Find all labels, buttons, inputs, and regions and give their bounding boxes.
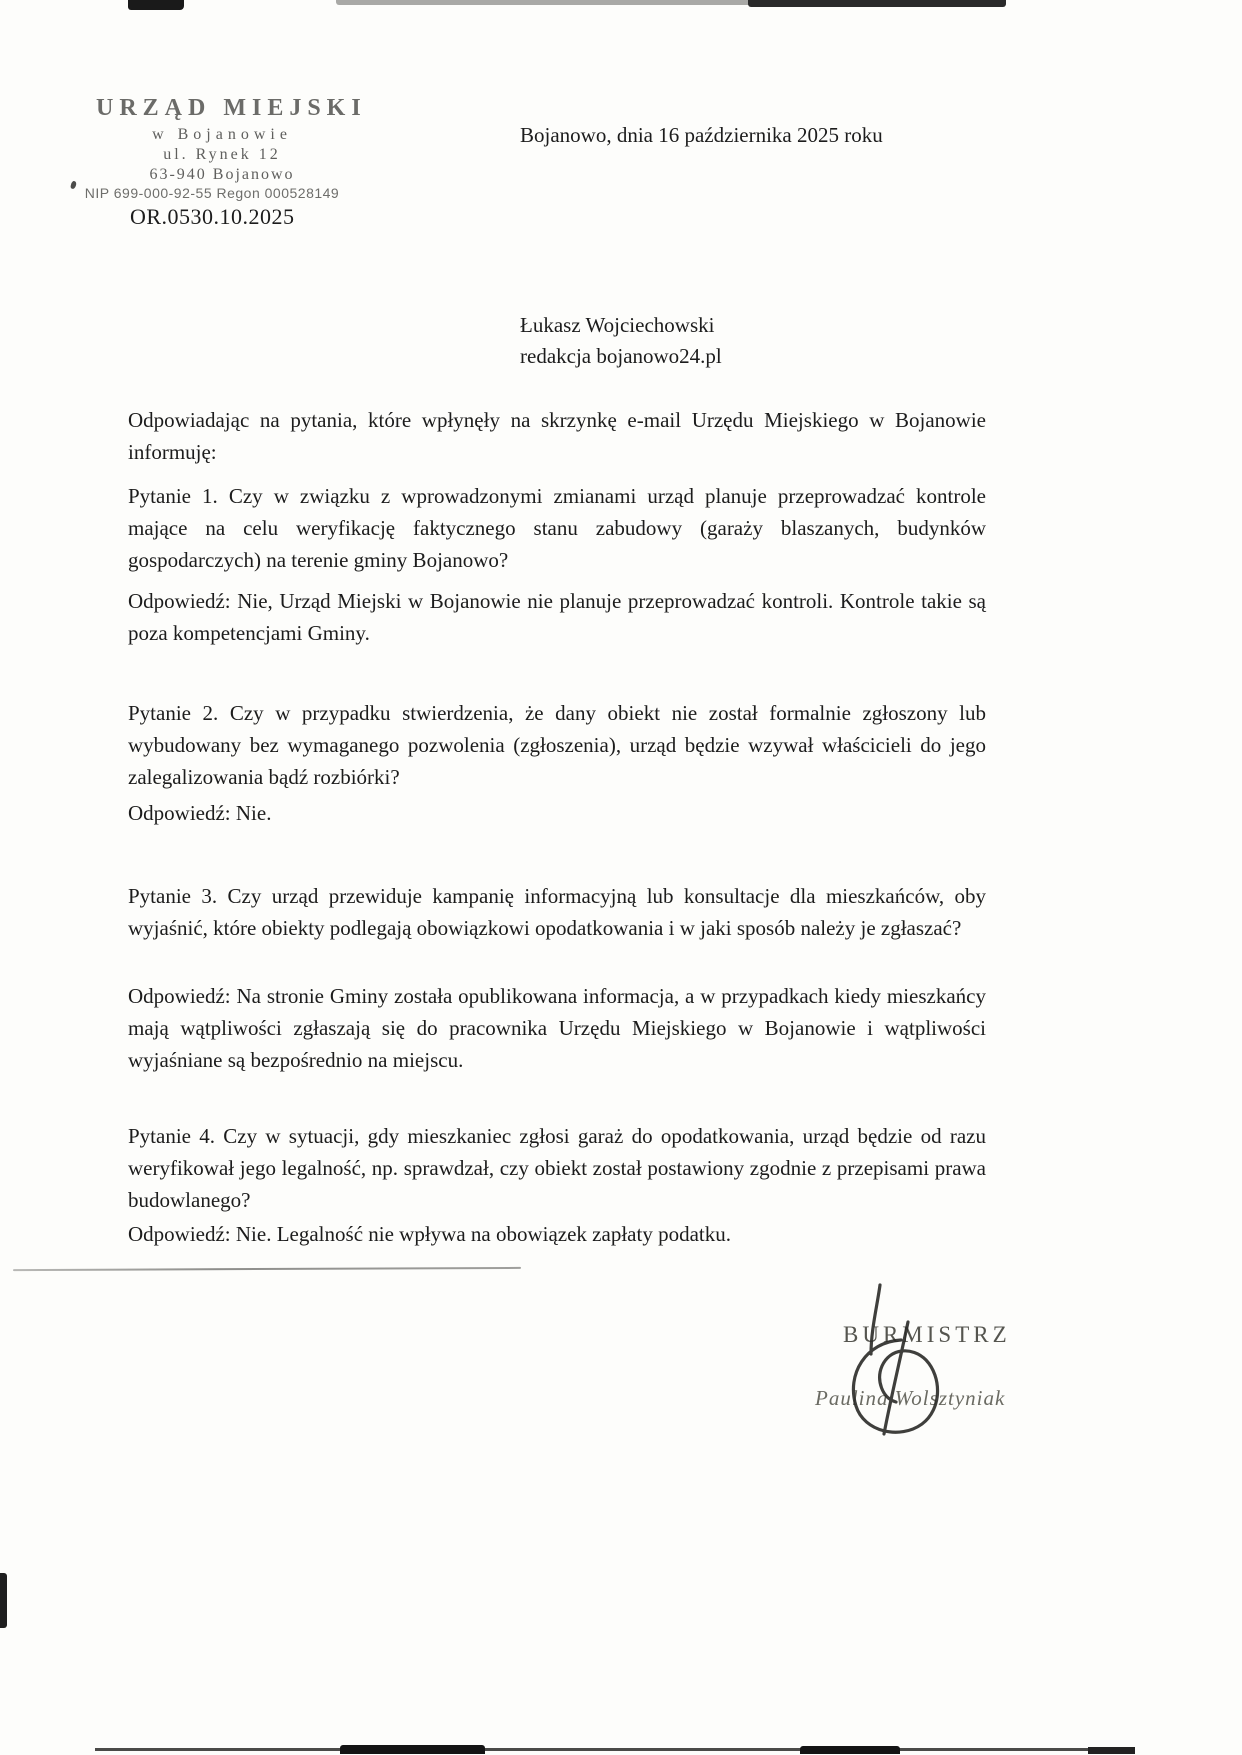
- scan-artifact-bottom-blob-3: [1088, 1747, 1135, 1754]
- date-line: Bojanowo, dnia 16 października 2025 roku: [520, 123, 883, 147]
- stamp-nip-regon: NIP 699-000-92-55 Regon 000528149: [84, 185, 340, 201]
- scan-artifact-top-right: [748, 0, 1006, 7]
- scan-artifact-bottom-blob-1: [340, 1745, 485, 1754]
- addressee-block: [520, 310, 722, 372]
- stamp-street: ul. Rynek 12: [163, 146, 281, 163]
- scan-artifact-bottom-line: [95, 1748, 1135, 1751]
- scan-artifact-top-left: [128, 0, 184, 10]
- signer-name: Paulina Wolsztyniak: [815, 1386, 1006, 1410]
- question-1-paragraph: Pytanie 1. Czy w związku z wprowadzonymi zmianami urząd planuje przeprowadzać kontrole mające na celu weryfikację faktycznego stanu zabudowy (garaży blaszanych, budynków gospodarczych) na terenie gminy Bojanowo?: [128, 484, 986, 572]
- paper-fold-line: [13, 1267, 521, 1271]
- scan-artifact-bottom-blob-2: [800, 1746, 900, 1754]
- scan-artifact-top-middle: [336, 0, 756, 5]
- reference-number: OR.0530.10.2025: [130, 204, 295, 229]
- handwritten-signature: [838, 1282, 953, 1447]
- addressee-organization: redakcja bojanowo24.pl: [520, 344, 722, 368]
- question-2-paragraph: Pytanie 2. Czy w przypadku stwierdzenia, że dany obiekt nie został formalnie zgłoszony lub wybudowany bez wymaganego pozwolenia (zgłoszenia), urząd będzie wzywał właścicieli do jego zalegalizowania bądź rozbiórki?: [128, 701, 986, 789]
- question-4-paragraph: Pytanie 4. Czy w sytuacji, gdy mieszkaniec zgłosi garaż do opodatkowania, urząd będzie od razu weryfikował jego legalność, np. sprawdzał, czy obiekt został postawiony zgodnie z przepisami prawa budowlanego?: [128, 1124, 986, 1212]
- scan-artifact-left-edge: [0, 1573, 7, 1628]
- question-3-paragraph: Pytanie 3. Czy urząd przewiduje kampanię informacyjną lub konsultacje dla mieszkańców, oby wyjaśnić, które obiekty podlegają obowiązkowi opodatkowania i w jaki sposób należy je zgłaszać?: [128, 884, 986, 940]
- answer-4-paragraph: Odpowiedź: Nie. Legalność nie wpływa na obowiązek zapłaty podatku.: [128, 1222, 731, 1246]
- answer-1-paragraph: Odpowiedź: Nie, Urząd Miejski w Bojanowie nie planuje przeprowadzać kontroli. Kontrole takie są poza kompetencjami Gminy.: [128, 589, 986, 645]
- intro-paragraph: Odpowiadając na pytania, które wpłynęły na skrzynkę e-mail Urzędu Miejskiego w Bojanowie informuję:: [128, 408, 986, 464]
- answer-3-paragraph: Odpowiedź: Na stronie Gminy została opublikowana informacja, a w przypadkach kiedy mieszkańcy mają wątpliwości zgłaszają się do pracownika Urzędu Miejskiego w Bojanowie i wątpliwości wyjaśniane są bezpośrednio na miejscu.: [128, 984, 986, 1072]
- signer-title: BURMISTRZ: [843, 1322, 1011, 1347]
- stamp-city: w Bojanowie: [152, 126, 292, 143]
- stamp-office-name: URZĄD MIEJSKI: [96, 95, 367, 121]
- stamp-postal: 63-940 Bojanowo: [149, 166, 295, 183]
- answer-2-paragraph: Odpowiedź: Nie.: [128, 801, 272, 825]
- addressee-name: Łukasz Wojciechowski: [520, 313, 715, 337]
- office-stamp: [84, 93, 367, 203]
